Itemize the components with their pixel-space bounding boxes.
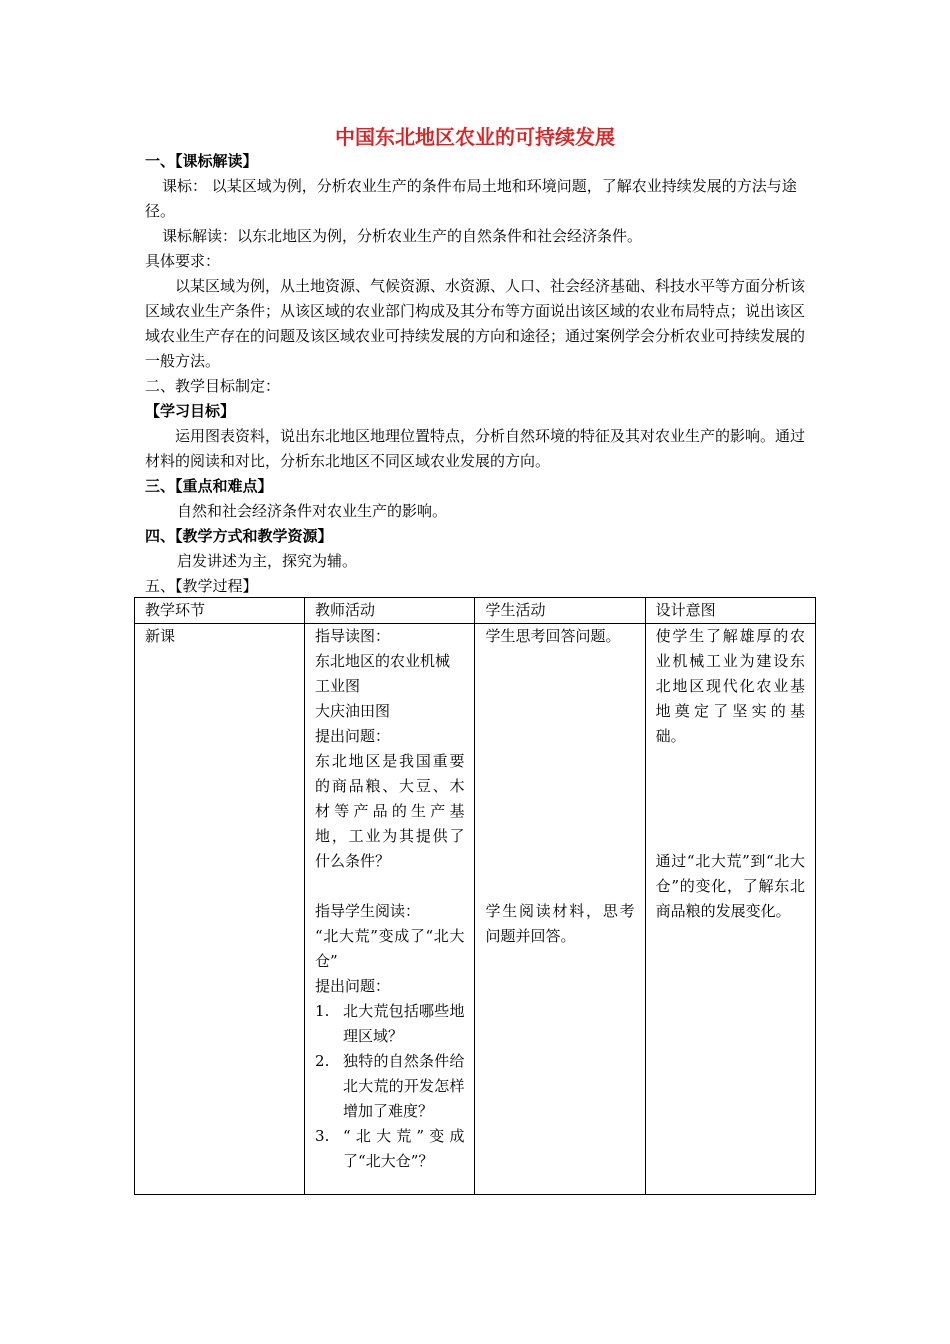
student-answer-2: 学生阅读材料，思考问题并回答。 xyxy=(485,902,635,945)
guide-read-label: 指导学生阅读： xyxy=(315,902,421,920)
requirements-label: 具体要求： xyxy=(145,252,221,270)
map2-text: 大庆油田图 xyxy=(315,702,391,720)
table-row xyxy=(135,624,816,1195)
header-stage: 教学环节 xyxy=(135,598,305,624)
learning-goal-text: 运用图表资料，说出东北地区地理位置特点，分析自然环境的特征及其对农业生产的影响。通过材料的阅读和对比，分析东北地区不同区域农业发展的方向。 xyxy=(145,427,806,470)
design-intent-cell xyxy=(645,624,815,1195)
header-design-intent: 设计意图 xyxy=(645,598,815,624)
header-teacher-activity: 教师活动 xyxy=(305,598,475,624)
map1-text: 东北地区的农业机械工业图 xyxy=(315,652,451,695)
learning-goal-label: 【学习目标】 xyxy=(145,402,236,420)
design-intent-1: 使学生了解雄厚的农业机械工业为建设东北地区现代化农业基地奠定了坚实的基础。 xyxy=(655,627,805,745)
list-item xyxy=(315,999,464,1049)
key-points-text: 自然和社会经济条件对农业生产的影响。 xyxy=(177,502,448,520)
requirements-text: 以某区域为例，从土地资源、气候资源、水资源、人口、社会经济基础、科技水平等方面分析该区域农业生产条件；从该区域的农业部门构成及其分布等方面说出该区域的农业布局特点；说出该区域农业生产存在的问题及该区域农业可持续发展的方向和途径；通过案例学会分析农业可持续发展的一般方法。 xyxy=(145,277,806,370)
reading-text: “北大荒”变成了“北大仓” xyxy=(315,927,465,970)
question-list xyxy=(315,999,464,1174)
header-student-activity: 学生活动 xyxy=(475,598,645,624)
stage-text: 新课 xyxy=(145,627,176,645)
question-number: 2. xyxy=(315,1052,330,1070)
question-number: 3. xyxy=(315,1127,330,1145)
curriculum-standard: 课标： 以某区域为例，分析农业生产的条件布局土地和环境问题，了解农业持续发展的方法与途径。 xyxy=(145,177,797,220)
student-answer-1: 学生思考回答问题。 xyxy=(485,627,621,645)
student-activity-cell xyxy=(475,624,645,1195)
teacher-activity-cell xyxy=(305,624,475,1195)
section4-heading: 四、【教学方式和教学资源】 xyxy=(145,527,333,545)
question-number: 1. xyxy=(315,1002,330,1020)
curriculum-interpretation: 课标解读：以东北地区为例，分析农业生产的自然条件和社会经济条件。 xyxy=(162,227,643,245)
question-text: 东北地区是我国重要的商品粮、大豆、木材等产品的生产基地，工业为其提供了什么条件？ xyxy=(315,752,465,870)
list-item xyxy=(315,1049,464,1124)
teaching-method-text: 启发讲述为主，探究为辅。 xyxy=(177,552,358,570)
design-intent-2: 通过“北大荒”到“北大仓”的变化，了解东北商品粮的发展变化。 xyxy=(655,852,805,920)
ask1-label: 提出问题： xyxy=(315,727,391,745)
ask2-label: 提出问题： xyxy=(315,977,391,995)
question-item-text: 北大荒包括哪些地理区域？ xyxy=(343,1002,465,1045)
section1-heading: 一、【课标解读】 xyxy=(145,152,258,170)
section2-heading: 二、教学目标制定： xyxy=(145,377,281,395)
question-item-text: 独特的自然条件给北大荒的开发怎样增加了难度？ xyxy=(343,1052,465,1120)
document-title: 中国东北地区农业的可持续发展 xyxy=(335,125,615,149)
stage-cell xyxy=(135,624,305,1195)
list-item xyxy=(315,1124,464,1174)
teaching-process-table xyxy=(134,597,816,1195)
section3-heading: 三、【重点和难点】 xyxy=(145,477,273,495)
section5-heading: 五、【教学过程】 xyxy=(145,577,258,595)
table-header-row xyxy=(135,598,816,624)
guide-map-label: 指导读图： xyxy=(315,627,391,645)
question-item-text: “北大荒”变成了“北大仓”？ xyxy=(343,1127,465,1170)
